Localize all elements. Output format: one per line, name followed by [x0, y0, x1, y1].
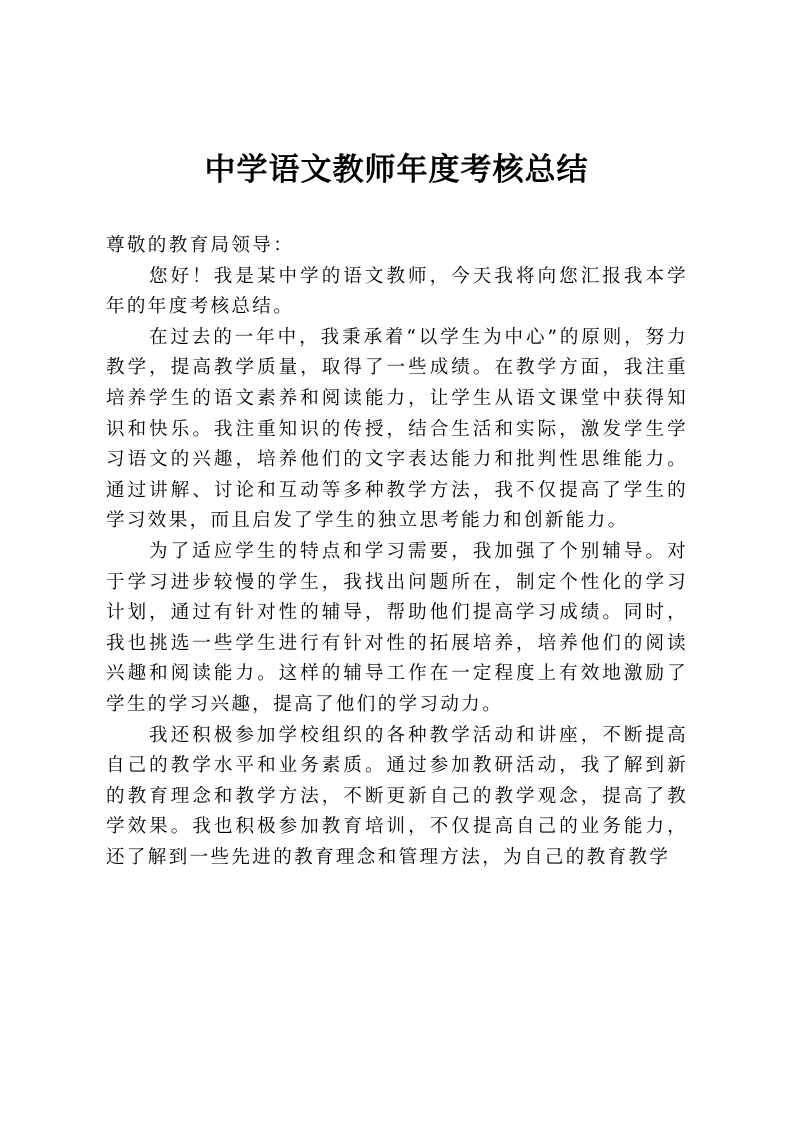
document-body: [106, 231, 688, 873]
document-title: 中学语文教师年度考核总结: [204, 152, 589, 188]
paragraph-greeting: 您好！我是某中学的语文教师，今天我将向您汇报我本学年的年度考核总结。: [106, 265, 688, 318]
paragraph-professional-development: 我还积极参加学校组织的各种教学活动和讲座，不断提高自己的教学水平和业务素质。通过参加教研活动，我了解到新的教育理念和教学方法，不断更新自己的教学观念，提高了教学效果。我也积极参加教育培训，不仅提高自己的业务能力，还了解到一些先进的教育理念和管理方法，为自己的教育教学: [106, 724, 688, 868]
salutation: 尊敬的教育局领导：: [106, 235, 295, 256]
paragraph-teaching: 在过去的一年中，我秉承着“以学生为中心”的原则，努力教学，提高教学质量，取得了一些成绩。在教学方面，我注重培养学生的语文素养和阅读能力，让学生从语文课堂中获得知识和快乐。我注重知识的传授，结合生活和实际，激发学生学习语文的兴趣，培养他们的文字表达能力和批判性思维能力。通过讲解、讨论和互动等多种教学方法，我不仅提高了学生的学习效果，而且启发了学生的独立思考能力和创新能力。: [106, 326, 688, 532]
paragraph-tutoring: 为了适应学生的特点和学习需要，我加强了个别辅导。对于学习进步较慢的学生，我找出问题所在，制定个性化的学习计划，通过有针对性的辅导，帮助他们提高学习成绩。同时，我也挑选一些学生进行有针对性的拓展培养，培养他们的阅读兴趣和阅读能力。这样的辅导工作在一定程度上有效地激励了学生的学习兴趣，提高了他们的学习动力。: [106, 540, 688, 715]
